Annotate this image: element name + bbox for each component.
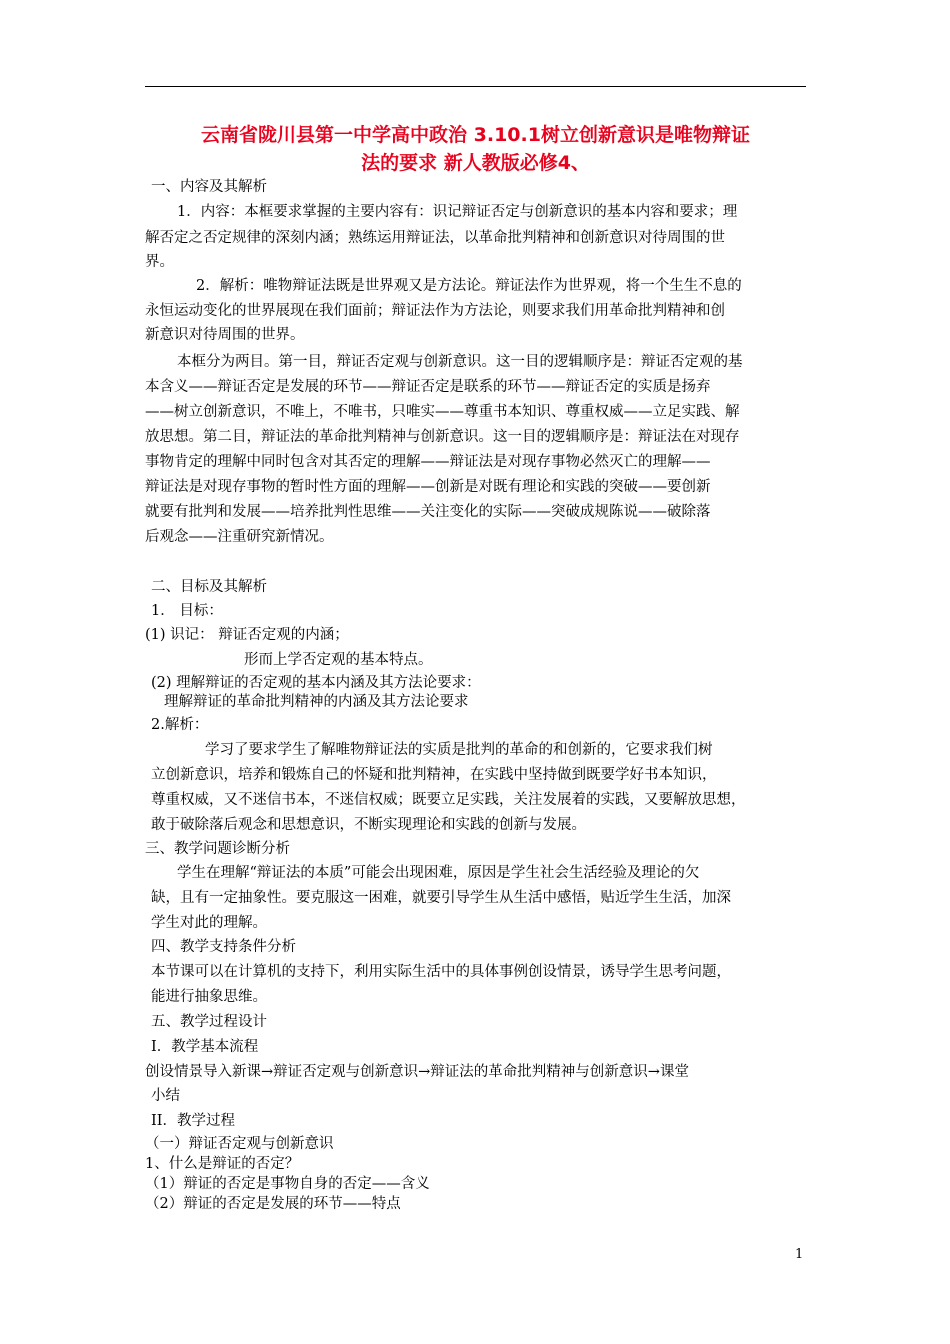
paragraph-line: 小结 [151,1088,180,1104]
paragraph-line: 2．解析：唯物辩证法既是世界观又是方法论。辩证法作为世界观，将一个生生不息的 [196,278,742,294]
paragraph-line: 缺，且有一定抽象性。要克服这一困难，就要引导学生从生活中感悟，贴近学生生活，加深 [151,890,731,906]
list-item: （1）辩证的否定是事物自身的否定——含义 [145,1176,430,1192]
paragraph-line: 本含义——辩证否定是发展的环节——辩证否定是联系的环节——辩证否定的实质是扬弃 [145,379,711,395]
paragraph-line: 1．内容：本框要求掌握的主要内容有：识记辩证否定与创新意识的基本内容和要求；理 [177,204,738,220]
paragraph-line: 辩证法是对现存事物的暂时性方面的理解——创新是对既有理论和实践的突破——要创新 [145,479,711,495]
subheading: （一）辩证否定观与创新意识 [145,1136,334,1152]
section-heading-4: 四、教学支持条件分析 [151,939,296,955]
document-title-line-2: 法的要求 新人教版必修4、 [361,152,590,174]
section-heading-5: 五、教学过程设计 [151,1014,267,1030]
section-heading-1: 一、内容及其解析 [151,179,267,195]
list-item: (2) 理解辩证的否定观的基本内涵及其方法论要求： [151,675,481,691]
paragraph-line: 敢于破除落后观念和思想意识，不断实现理论和实践的创新与发展。 [151,817,586,833]
paragraph-line: 就要有批判和发展——培养批判性思维——关注变化的实际——突破成规陈说——破除落 [145,504,711,520]
page-number: 1 [795,1247,804,1262]
paragraph-line: 后观念——注重研究新情况。 [145,529,334,545]
paragraph-line: ——树立创新意识，不唯上，不唯书，只唯实——尊重书本知识、尊重权威——立足实践、解 [145,404,740,420]
paragraph-line: 本节课可以在计算机的支持下，利用实际生活中的具体事例创设情景，诱导学生思考问题， [151,964,731,980]
list-item-continuation: 理解辩证的革命批判精神的内涵及其方法论要求 [164,694,469,710]
paragraph-line: 界。 [145,254,174,270]
subheading: II．教学过程 [151,1113,235,1129]
section-heading-3: 三、教学问题诊断分析 [145,841,290,857]
paragraph-line: 学习了要求学生了解唯物辩证法的实质是批判的革命的和创新的，它要求我们树 [205,742,713,758]
paragraph-line: 永恒运动变化的世界展现在我们面前；辩证法作为方法论，则要求我们用革命批判精神和创 [145,303,725,319]
subheading: 1． 目标： [151,603,223,619]
paragraph-line: 能进行抽象思维。 [151,989,267,1005]
list-item-continuation: 形而上学否定观的基本特点。 [244,652,433,668]
paragraph-line: 事物肯定的理解中同时包含对其否定的理解——辩证法是对现存事物必然灭亡的理解—— [145,454,711,470]
list-item: （2）辩证的否定是发展的环节——特点 [145,1196,401,1212]
list-item: (1) 识记： 辩证否定观的内涵； [145,627,349,643]
section-heading-2: 二、目标及其解析 [151,579,267,595]
paragraph-line: 尊重权威，又不迷信书本，不迷信权威；既要立足实践，关注发展着的实践，又要解放思想， [151,792,746,808]
paragraph-line: 创设情景导入新课→辩证否定观与创新意识→辩证法的革命批判精神与创新意识→课堂 [145,1064,689,1080]
paragraph-line: 本框分为两目。第一目，辩证否定观与创新意识。这一目的逻辑顺序是：辩证否定观的基 [177,354,743,370]
paragraph-line: 学生对此的理解。 [151,915,267,931]
subheading: I．教学基本流程 [151,1039,259,1055]
paragraph-line: 新意识对待周围的世界。 [145,327,305,343]
paragraph-line: 学生在理解“辩证法的本质”可能会出现困难，原因是学生社会生活经验及理论的欠 [177,865,700,881]
paragraph-line: 立创新意识，培养和锻炼自己的怀疑和批判精神，在实践中坚持做到既要学好书本知识， [151,767,717,783]
document-title-line-1: 云南省陇川县第一中学高中政治 3.10.1树立创新意识是唯物辩证 [201,124,750,146]
paragraph-line: 解否定之否定规律的深刻内涵；熟练运用辩证法，以革命批判精神和创新意识对待周围的世 [145,230,725,246]
question-line: 1、什么是辩证的否定？ [145,1156,300,1172]
paragraph-line: 放思想。第二目，辩证法的革命批判精神与创新意识。这一目的逻辑顺序是：辩证法在对现存 [145,429,740,445]
header-rule [145,86,806,87]
subheading: 2.解析： [151,717,209,733]
